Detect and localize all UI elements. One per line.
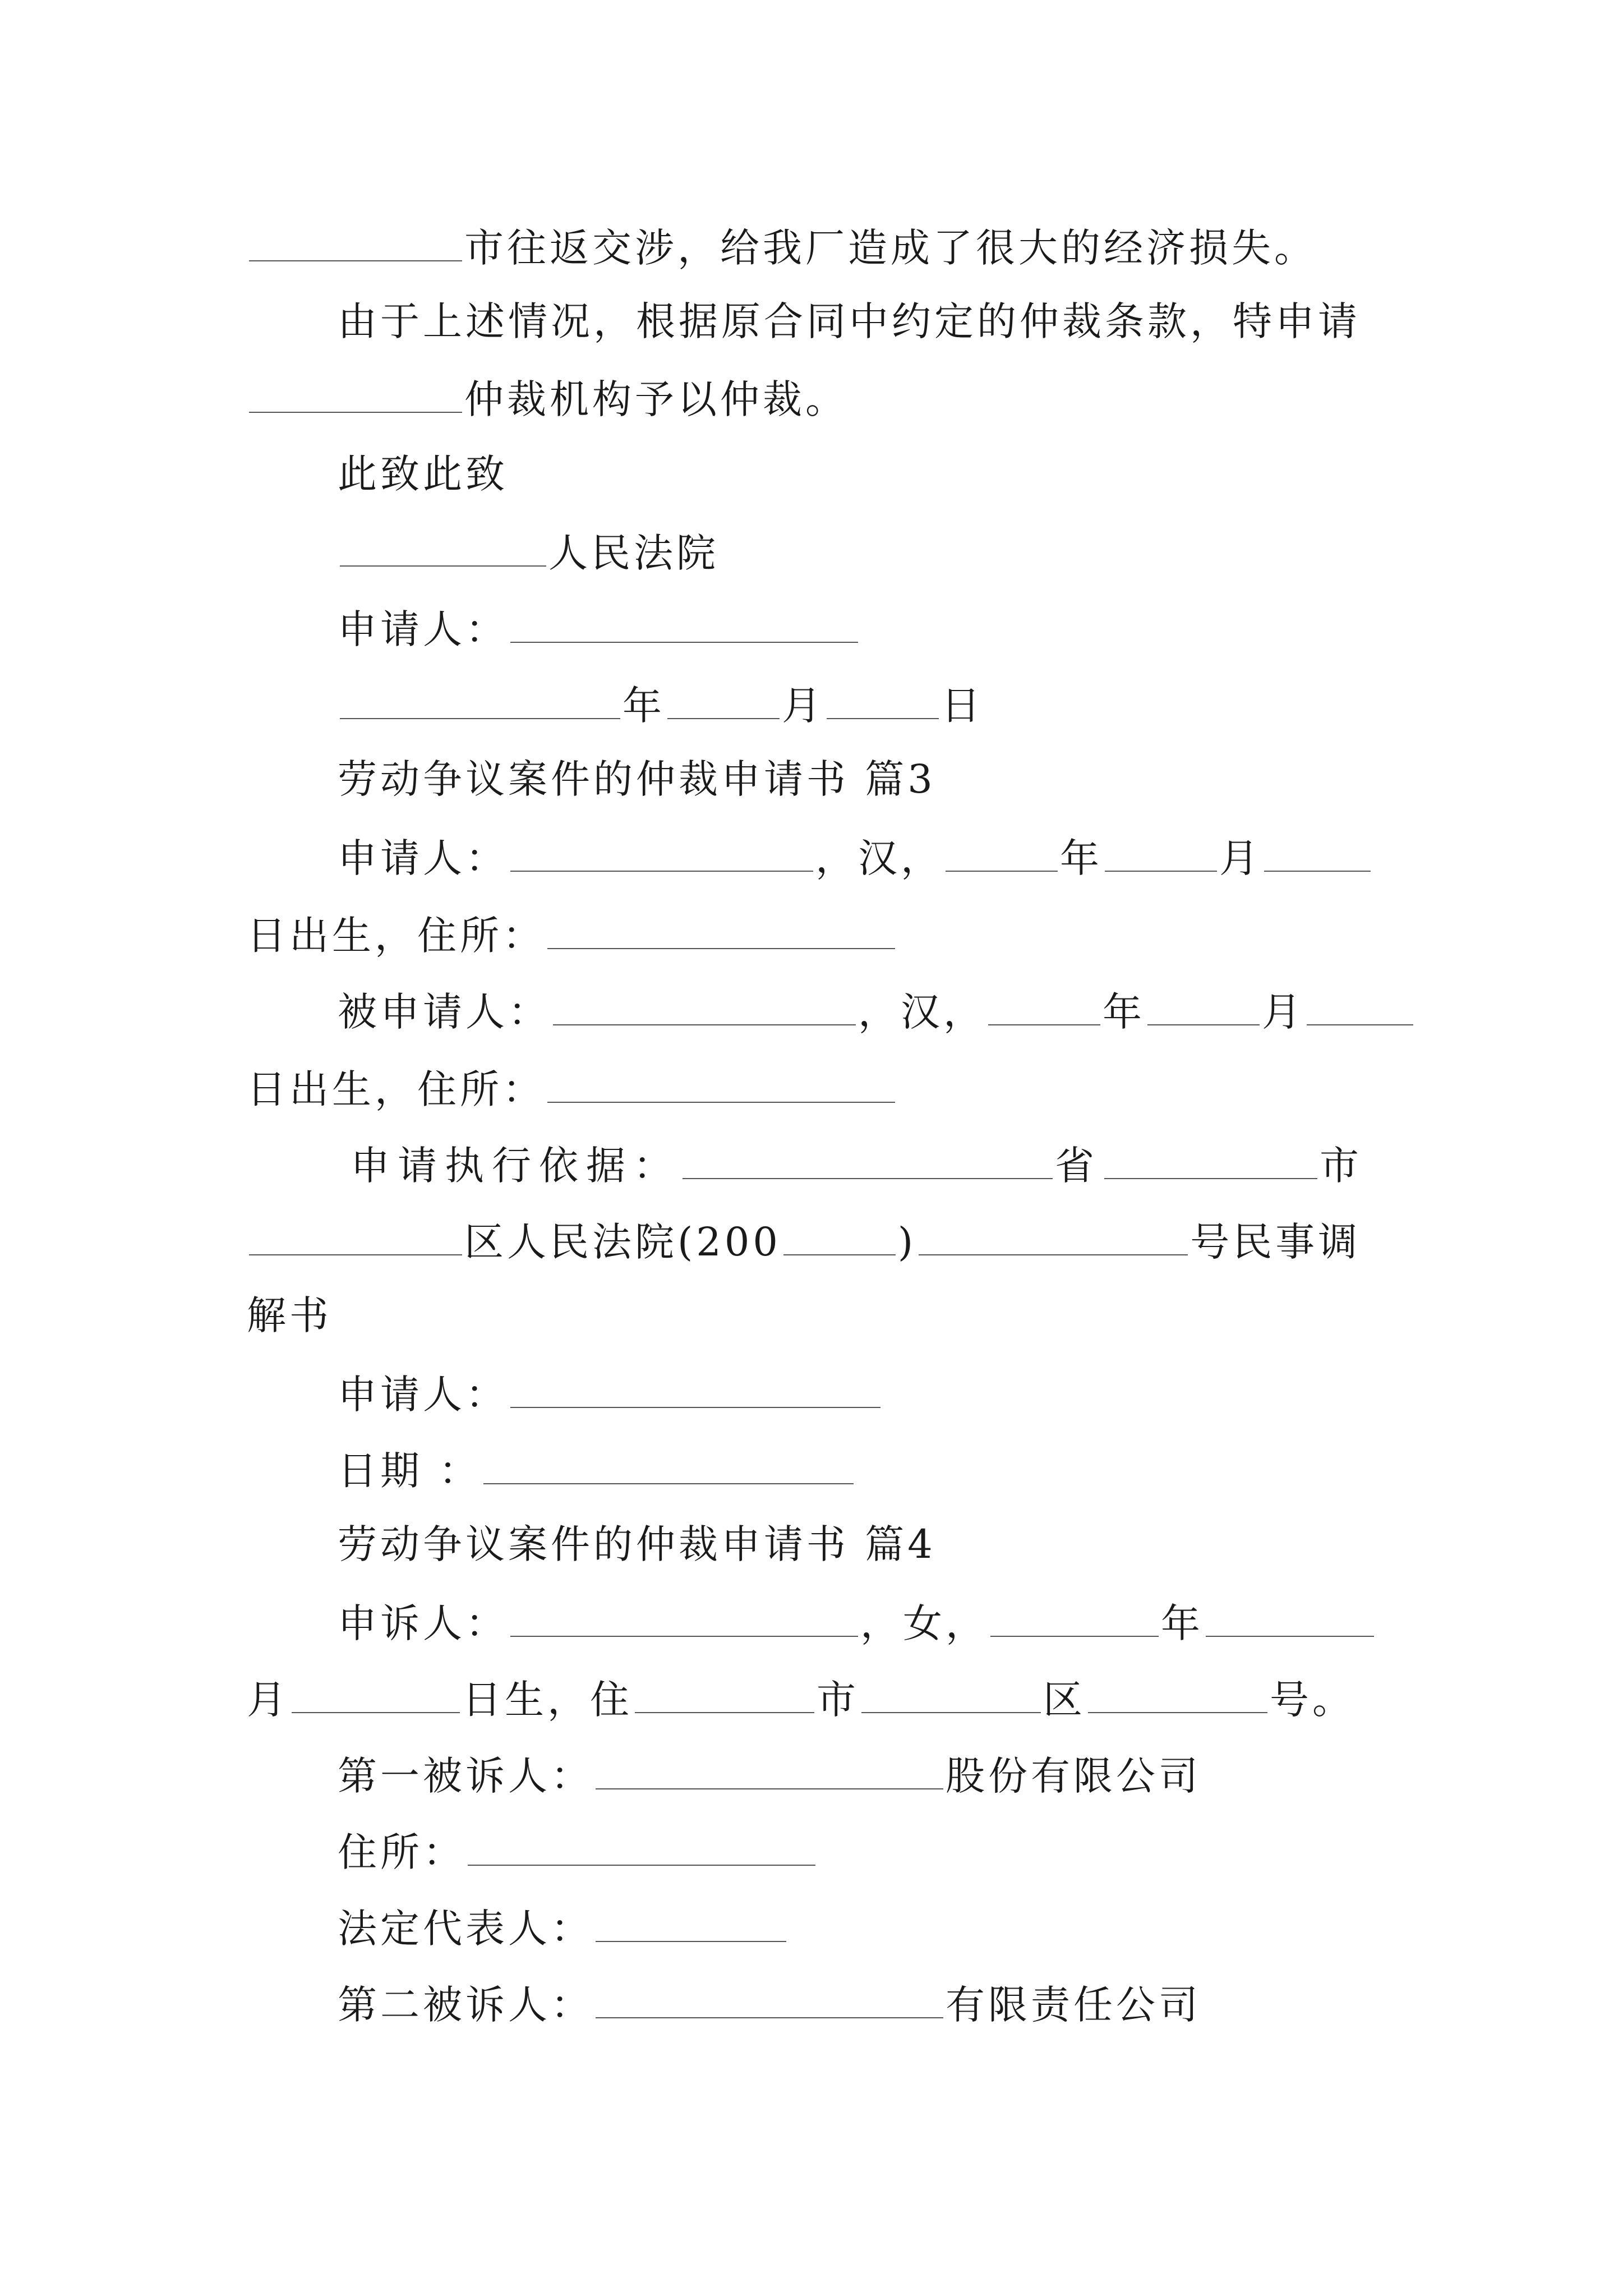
blank-field [988, 990, 1100, 1025]
paragraph-line [247, 376, 848, 422]
complainant-info-line: 申诉人： ，女， 年 [338, 1601, 1376, 1643]
date-line: 年 月 日 [338, 683, 984, 725]
blank-field [510, 836, 813, 872]
enforcement-basis-line-2: 区人民法院(200 ) 号民事调 [247, 1220, 1361, 1262]
paragraph-line [338, 298, 1361, 344]
blank-field [340, 683, 620, 719]
blank-field [483, 1448, 854, 1484]
respondent-info-line-2: 日出生，住所： [247, 1067, 897, 1109]
blank-field [1105, 836, 1217, 872]
blank-field [783, 1220, 896, 1255]
enforcement-basis-line: 申请执行依据： 省 市 [351, 1143, 1367, 1189]
blank-field [510, 1372, 880, 1408]
blank-field [596, 1906, 786, 1942]
date-line: 日期 ： [338, 1448, 856, 1490]
complainant-info-line-2: 月 日生，住 市 区 号。 [247, 1677, 1355, 1723]
applicant-signature-line: 申请人： [338, 1372, 883, 1414]
first-respondent-line: 第一被诉人： 股份有限公司 [338, 1753, 1201, 1799]
blank-field [249, 377, 462, 413]
blank-field [547, 913, 895, 949]
blank-field [1307, 990, 1413, 1025]
blank-field [292, 1677, 460, 1713]
blank-field [827, 683, 939, 719]
blank-field [340, 531, 546, 567]
line-text: 市往返交涉，给我厂造成了很大的经济损失。 [464, 225, 1317, 271]
applicant-signature-line: 申请人： [338, 607, 860, 649]
court-line: 人民法院 [338, 531, 719, 573]
blank-field [667, 683, 780, 719]
applicant-info-line: 申请人： ，汉， 年 月 [338, 836, 1373, 878]
blank-field [1264, 836, 1371, 872]
blank-field [635, 1677, 814, 1713]
blank-field [553, 990, 856, 1025]
blank-field [468, 1830, 815, 1866]
respondent-info-line: 被申请人： ，汉， 年 月 [338, 990, 1415, 1032]
line-text: 由于上述情况，根据原合同中约定的仲裁条款，特申请 [338, 298, 1361, 344]
salutation: 此致此致 [338, 451, 508, 497]
paragraph-line [247, 225, 1317, 271]
blank-field [1104, 1143, 1317, 1179]
blank-field [946, 836, 1058, 872]
blank-field [683, 1143, 1053, 1179]
blank-field [990, 1601, 1159, 1637]
blank-field [596, 1754, 943, 1789]
second-respondent-line: 第二被诉人： 有限责任公司 [338, 1982, 1201, 2028]
line-text: 仲裁机构予以仲裁。 [464, 376, 848, 422]
blank-field [1088, 1677, 1267, 1713]
blank-field [249, 226, 462, 261]
blank-field [861, 1677, 1041, 1713]
legal-representative-line: 法定代表人： [338, 1906, 789, 1948]
blank-field [1206, 1601, 1374, 1637]
blank-field [1147, 990, 1260, 1025]
section-heading: 劳动争议案件的仲裁申请书 篇4 [338, 1521, 936, 1567]
blank-field [249, 1220, 462, 1255]
address-line: 住所： [338, 1830, 818, 1872]
blank-field [547, 1067, 895, 1103]
enforcement-basis-line-3: 解书 [247, 1292, 332, 1338]
blank-field [919, 1220, 1188, 1255]
section-heading: 劳动争议案件的仲裁申请书 篇3 [338, 756, 936, 802]
blank-field [596, 1982, 943, 2018]
blank-field [510, 607, 858, 643]
applicant-info-line-2: 日出生，住所： [247, 913, 897, 955]
blank-field [510, 1601, 858, 1637]
